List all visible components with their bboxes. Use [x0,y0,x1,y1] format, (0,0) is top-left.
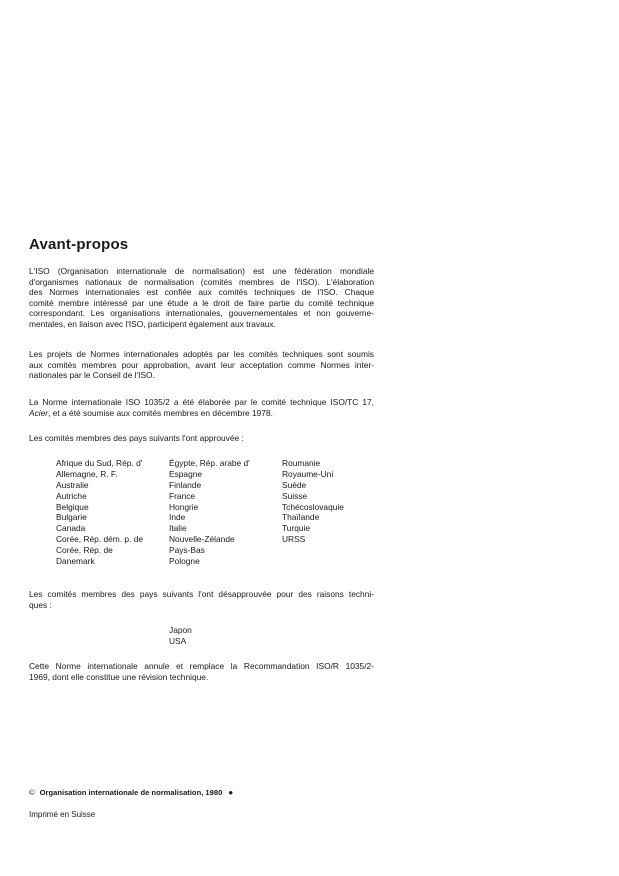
copyright-text: Organisation internationale de normalisation, 1980 [39,788,223,797]
text-line: Les comités membres des pays suivants l'ont approuvée : [29,433,244,443]
bullet-icon: ● [228,788,234,797]
country-item: Royaume-Uni [282,468,334,479]
country-item: Nouvelle-Zélande [169,534,235,545]
country-item: Roumanie [282,458,321,468]
country-column-3 [282,458,344,545]
copyright-icon: © [29,788,35,797]
country-item: Finlande [169,479,202,490]
text-line: d'organismes nationaux de normalisation (comités membres de l'ISO). L'élaboration [29,276,374,287]
country-item: Corée, Rép. de [56,545,113,556]
country-item: Thaïlande [282,512,320,523]
country-item: Afrique du Sud, Rép. d' [56,458,143,468]
page-title: Avant-propos [29,236,129,253]
country-item: Corée, Rép. dém. p. de [56,534,144,545]
country-item: USA [169,635,187,646]
text-line: nationales par le Conseil de l'ISO. [29,370,155,381]
country-item: Suède [282,479,307,490]
text-line: correspondant. Les organisations internationales, gouvernementales et non gouverne- [29,308,374,319]
country-item: Canada [56,523,86,534]
paragraph-replacement [29,661,374,682]
text-line: ques : [29,599,52,610]
text-fragment: , et a été soumise aux comités membres en décembre 1978. [48,407,273,418]
country-item: Inde [169,512,186,523]
country-item: Italie [169,523,187,534]
country-item: Suisse [282,490,308,501]
printed-in-notice: Imprimé en Suisse [29,810,96,819]
paragraph-iso-intro [29,266,374,330]
disapproving-countries-list [169,625,192,647]
paragraph-approval-intro [29,433,374,444]
country-item: Australie [56,479,89,490]
country-item: Belgique [56,501,89,512]
country-item: France [169,490,196,501]
text-line: des Normes internationales est confiée aux comités techniques de l'ISO. Chaque [29,287,374,298]
text-line [29,408,374,419]
country-item: Bulgarie [56,512,87,523]
country-item: Allemagne, R. F. [56,468,118,479]
text-line: Les projets de Normes internationales adoptés par les comités techniques sont soumis [29,349,374,359]
text-line: mentales, en liaison avec l'ISO, participent également aux travaux. [29,318,276,329]
country-item: Turquie [282,523,311,534]
text-line: comité membre intéressé par une étude a le droit de faire partie du comité technique [29,297,374,308]
country-item: URSS [282,534,306,545]
text-line: Cette Norme internationale annule et remplace la Recommandation ISO/R 1035/2- [29,661,374,671]
text-line: aux comités membres pour approbation, avant leur acceptation comme Normes inter- [29,359,374,370]
country-item: Japon [169,625,192,635]
text-line: Les comités membres des pays suivants l'ont désapprouvée pour des raisons techni- [29,589,374,599]
country-item: Pays-Bas [169,545,205,556]
text-line: 1969, dont elle constitue une révision technique. [29,671,209,682]
country-item: Pologne [169,556,200,567]
country-item: Espagne [169,468,203,479]
text-line: La Norme internationale ISO 1035/2 a été élaborée par le comité technique ISO/TC 17, [29,397,374,407]
paragraph-standard-origin [29,397,374,418]
country-column-1 [56,458,143,567]
paragraph-adoption [29,349,374,381]
text-line: L'ISO (Organisation internationale de normalisation) est une fédération mondiale [29,266,374,276]
country-item: Autriche [56,490,87,501]
country-item: Égypte, Rép. arabe d' [169,458,250,468]
country-item: Tchécoslovaquie [282,501,344,512]
copyright-notice [29,788,233,797]
committee-name: Acier [29,407,49,418]
country-item: Hongrie [169,501,199,512]
country-item: Danemark [56,556,95,567]
country-column-2 [169,458,250,567]
paragraph-disapproval-intro [29,589,374,610]
